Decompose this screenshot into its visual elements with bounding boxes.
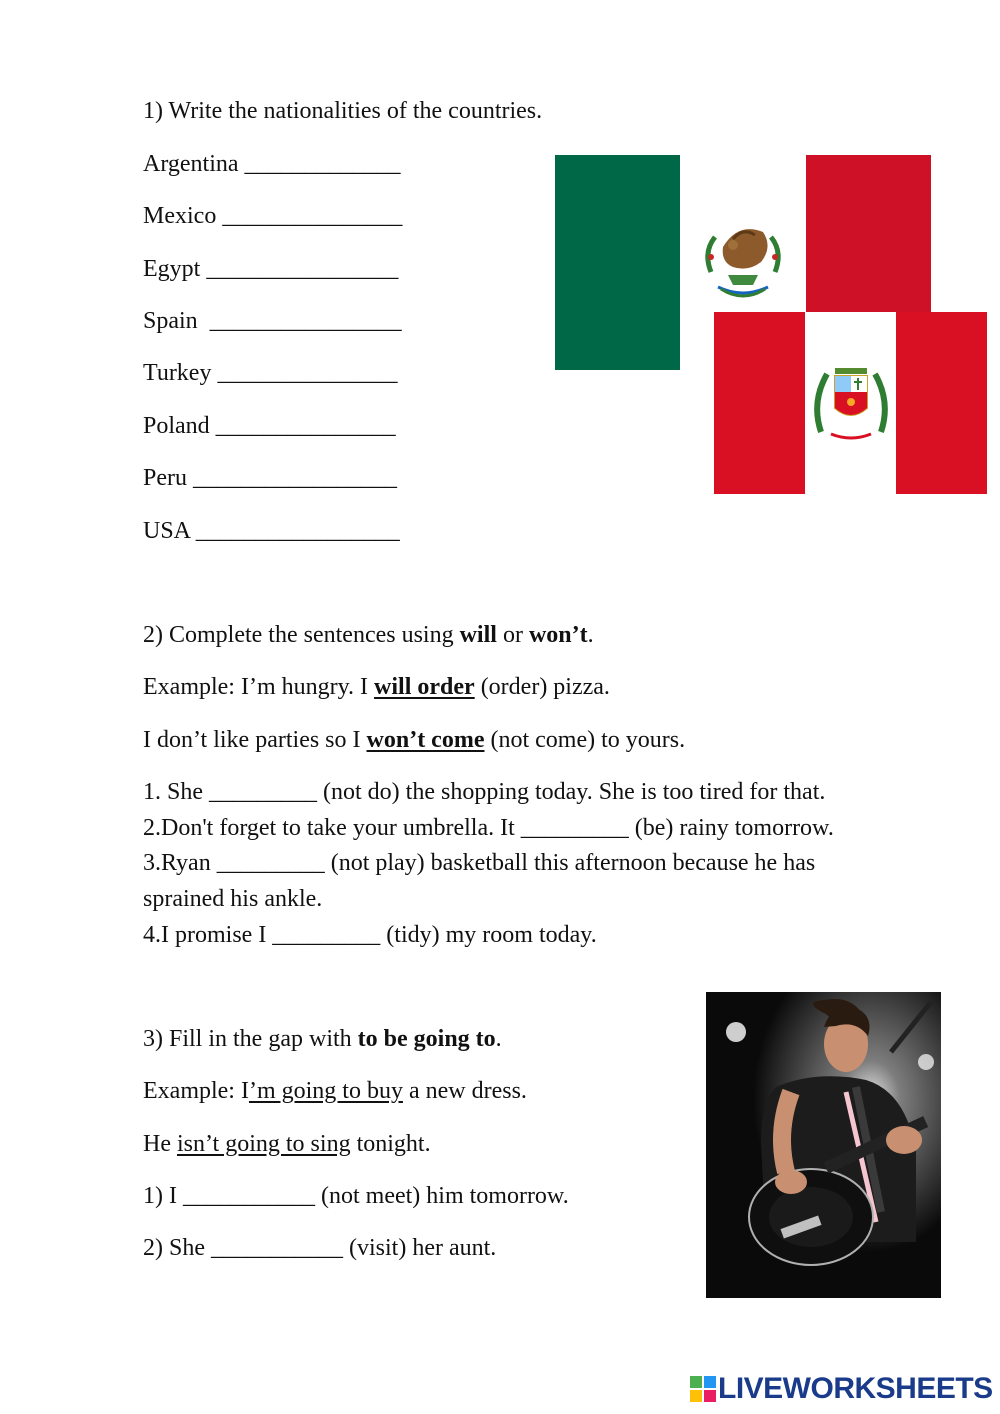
- country-label: Peru: [143, 465, 187, 491]
- answer-blank[interactable]: ________________: [209, 308, 402, 334]
- nationality-item-egypt: [143, 254, 398, 284]
- logo-text: LIVEWORKSHEETS: [718, 1372, 993, 1405]
- section3-question-1[interactable]: 1) I ___________ (not meet) him tomorrow.: [143, 1183, 569, 1209]
- heading-text: .: [587, 622, 594, 648]
- section2-question-3[interactable]: 3.Ryan _________ (not play) basketball this afternoon because he has: [143, 850, 816, 876]
- answer-blank[interactable]: ________________: [206, 256, 399, 282]
- section2-question-1[interactable]: 1. She _________ (not do) the shopping today. She is too tired for that.: [143, 779, 826, 805]
- nationality-item-mexico: [143, 201, 402, 231]
- section1-heading: 1) Write the nationalities of the countries.: [143, 98, 543, 124]
- peru-flag-image: [714, 312, 987, 494]
- example-text: (not come) to yours.: [484, 727, 686, 753]
- heading-text: or: [496, 622, 529, 648]
- example-text: Example: I: [143, 1078, 249, 1104]
- keyword-will: will: [459, 622, 497, 648]
- section2-heading: [143, 620, 594, 650]
- country-label: Turkey: [143, 360, 212, 386]
- example-text: a new dress.: [402, 1078, 527, 1104]
- section3-example-1: [143, 1076, 527, 1106]
- nationality-item-peru: [143, 463, 397, 493]
- section2-example-2: [143, 725, 685, 755]
- section2-question-2[interactable]: 2.Don't forget to take your umbrella. It _________ (be) rainy tomorrow.: [143, 815, 834, 841]
- section2-example-1: [143, 672, 610, 702]
- peru-coat-of-arms-icon: [809, 362, 893, 442]
- liveworksheets-logo-icon: [690, 1376, 716, 1402]
- section3-question-2[interactable]: 2) She ___________ (visit) her aunt.: [143, 1235, 497, 1261]
- keyword-wont: won’t: [528, 622, 588, 648]
- example-answer: will order: [374, 674, 475, 700]
- example-text: He: [143, 1131, 177, 1157]
- section3-heading: [143, 1024, 502, 1054]
- country-label: Poland: [143, 413, 210, 439]
- keyword-going-to: to be going to: [357, 1026, 496, 1052]
- nationality-item-usa: [143, 516, 400, 546]
- heading-text: 2) Complete the sentences using: [143, 622, 460, 648]
- example-text: (order) pizza.: [474, 674, 610, 700]
- example-answer: ’m going to buy: [248, 1078, 403, 1104]
- example-answer: won’t come: [366, 727, 485, 753]
- answer-blank[interactable]: _________________: [193, 465, 397, 491]
- answer-blank[interactable]: _______________: [215, 413, 396, 439]
- nationality-item-argentina: [143, 149, 401, 179]
- nationality-item-turkey: [143, 358, 397, 388]
- guitarist-photo: [706, 992, 941, 1298]
- country-label: Argentina: [143, 151, 239, 177]
- nationality-item-spain: [143, 306, 402, 336]
- section2-question-3-cont: sprained his ankle.: [143, 886, 323, 912]
- nationality-item-poland: [143, 411, 396, 441]
- liveworksheets-logo: [690, 1372, 993, 1406]
- example-text: Example: I’m hungry. I: [143, 674, 375, 700]
- example-answer: isn’t going to sing: [176, 1131, 351, 1157]
- country-label: Egypt: [143, 256, 201, 282]
- answer-blank[interactable]: _______________: [222, 203, 403, 229]
- answer-blank[interactable]: _________________: [195, 518, 400, 544]
- section3-example-2: [143, 1129, 431, 1159]
- answer-blank[interactable]: _______________: [217, 360, 398, 386]
- heading-text: .: [495, 1026, 502, 1052]
- country-label: USA: [143, 518, 190, 544]
- heading-text: 3) Fill in the gap with: [143, 1026, 358, 1052]
- country-label: Spain: [143, 308, 204, 334]
- mexico-coat-of-arms-icon: [693, 217, 793, 307]
- country-label: Mexico: [143, 203, 217, 229]
- example-text: I don’t like parties so I: [143, 727, 367, 753]
- section2-question-4[interactable]: 4.I promise I _________ (tidy) my room today.: [143, 922, 597, 948]
- example-text: tonight.: [350, 1131, 431, 1157]
- answer-blank[interactable]: _____________: [244, 151, 401, 177]
